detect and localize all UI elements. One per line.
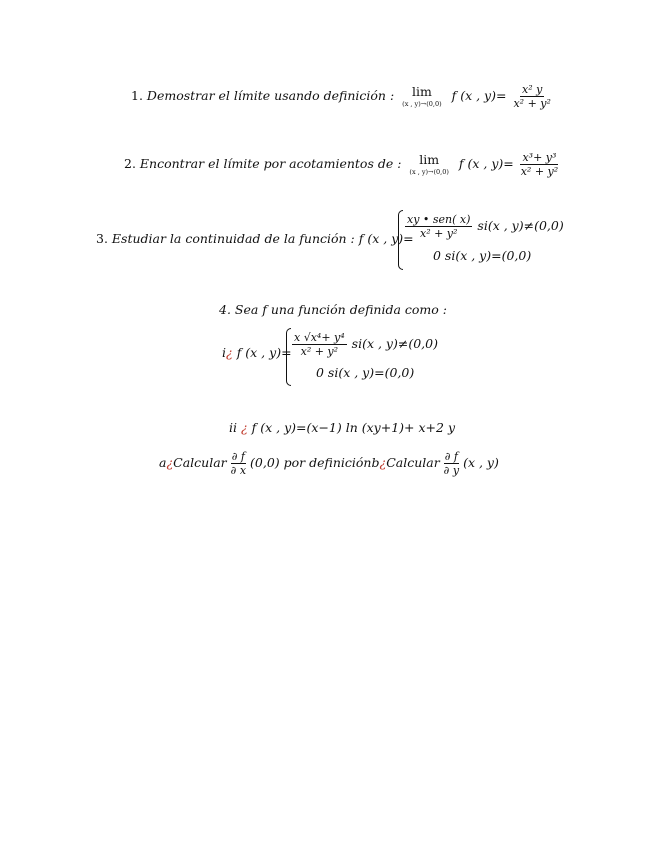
part-a-derivative: $\frac{\partial f}{\partial x}$ <box>230 450 247 477</box>
problem-1-fraction: $\frac{\text{x² y}}{\text{x² + y²}}$ <box>513 83 551 110</box>
part-b-text: Calcular <box>386 455 440 470</box>
problem-3-text: Estudiar la continuidad de la función : <box>111 231 355 246</box>
part-a-label: a <box>159 455 167 470</box>
problem-4-parts: a¿Calcular $\frac{\partial f}{\partial x}$ (0,0) por definiciónb¿Calcular $\frac{\partial f}{\partial y}$ (x , y) <box>159 450 499 477</box>
problem-2-text: Encontrar el límite por acotamientos de : <box>139 156 402 171</box>
part-a-text: Calcular <box>173 455 227 470</box>
problem-3-case-2: 0 si(x , y)=(0,0) <box>433 248 532 263</box>
problem-1-function: f (x , y)= <box>451 88 507 103</box>
part-a-point: (0,0) por definición <box>250 455 372 470</box>
problem-2-function: f (x , y)= <box>458 156 514 171</box>
problem-4-i-label: i <box>222 345 226 360</box>
part-b-point: (x , y) <box>463 455 499 470</box>
problem-1-number: 1. <box>131 88 143 103</box>
problem-1-text: Demostrar el límite usando definición : <box>146 88 395 103</box>
problem-3-number: 3. <box>96 231 108 246</box>
problem-3-function: f (x , y)= <box>358 231 414 246</box>
problem-3 <box>96 233 414 246</box>
problem-3-case-1: $\frac{\text{xy • sen( x)}}{\text{x² + y²}}$ si(x , y)≠(0,0) <box>407 213 564 240</box>
problem-4-header: 4. Sea f una función definida como : <box>219 302 447 317</box>
problem-2-fraction: $\frac{\text{x³+ y³}}{\text{x² + y²}}$ <box>520 151 559 178</box>
part-b-derivative: $\frac{\partial f}{\partial y}$ <box>443 450 460 477</box>
problem-4-ii-label: ii <box>229 420 237 435</box>
problem-4-ii-expression: f (x , y)=(x−1) ln (xy+1)+ x+2 y <box>251 420 456 435</box>
part-b-label: b <box>371 455 380 470</box>
problem-1-limit: lim (x , y)→(0,0) <box>402 84 442 108</box>
problem-4-i-function: f (x , y)= <box>236 345 292 360</box>
problem-2-number: 2. <box>124 156 136 171</box>
problem-3-brace <box>398 210 403 270</box>
problem-4-i-case-2: 0 si(x , y)=(0,0) <box>316 365 415 380</box>
problem-2-limit: lim (x , y)→(0,0) <box>409 152 449 176</box>
problem-4-i <box>222 347 292 360</box>
problem-4-ii: ii ¿ f (x , y)=(x−1) ln (xy+1)+ x+2 y <box>229 420 456 435</box>
problem-2 <box>124 152 561 177</box>
problem-4-i-case-1: $\frac{\text{x √x⁴+ y⁴}}{\text{x² + y²}}$ si(x , y)≠(0,0) <box>294 331 438 358</box>
problem-1 <box>131 84 554 109</box>
inverted-question-mark: ¿ <box>226 345 233 360</box>
